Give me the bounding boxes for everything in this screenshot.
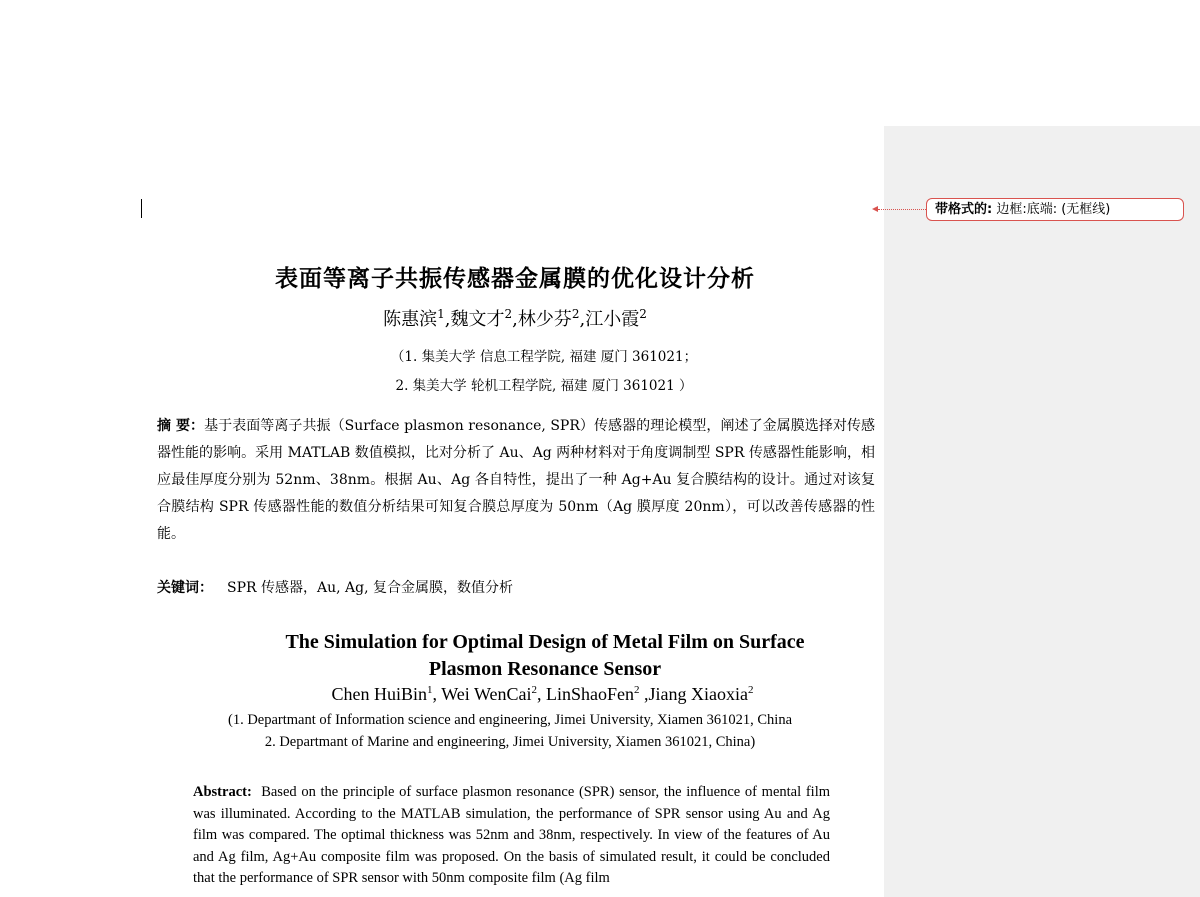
author-en-3: LinShaoFen$^2$ , [545, 684, 649, 704]
author-cn-3: 林少芬$^2$, [517, 307, 586, 330]
abstract-cn-label: 摘 要： [157, 418, 205, 434]
balloon-text: 边框:底端: (无框线) [996, 202, 1111, 217]
comment-connector-line [878, 209, 926, 210]
authors-cn[interactable] [0, 305, 1030, 331]
affiliation-cn-2[interactable]: 2. 集美大学 轮机工程学院, 福建 厦门 361021 ） [395, 378, 693, 394]
paper-title-en-line-2: Plasmon Resonance Sensor [428, 658, 662, 680]
abstract-cn[interactable] [157, 413, 875, 548]
abstract-en-body: Based on the principle of surface plasmon resonance (SPR) sensor, the influence of mental film was illuminated. According to the MATLAB simulation, the performance of SPR sensor using Au and Ag film was compared. The optimal thickness was 52nm and 38nm, respectively. In view of the features of Au and Ag film, Ag+Au composite film was proposed. On the basis of simulated result, it could be concluded that the performance of SPR sensor with 50nm composite film (Ag film [193, 784, 830, 886]
affiliation-cn-1[interactable]: （1. 集美大学 信息工程学院, 福建 厦门 361021； [390, 349, 698, 365]
text-cursor [141, 199, 142, 218]
abstract-cn-body: 基于表面等离子共振（Surface plasmon resonance, SPR）传感器的理论模型，阐述了金属膜选择对传感器性能的影响。采用 MATLAB 数值模拟，比对分析了 Au、Ag 两种材料对于角度调制型 SPR 传感器性能影响，相应最佳厚度分别为 52nm、38nm。根据 Au、Ag 各自特性，提出了一种 Ag+Au 复合膜结构的设计。通过对该复合膜结构 SPR 传感器性能的数值分析结果可知复合膜总厚度为 50nm（Ag 膜厚度 20nm），可以改善传感器的性能。 [157, 418, 876, 542]
affiliation-en-1[interactable]: (1. Departmant of Information science and engineering, Jimei University, Xiamen 361021, China [228, 712, 792, 728]
authors-en[interactable] [0, 684, 1085, 705]
paper-title-en[interactable] [0, 629, 1090, 683]
author-en-4: Jiang Xiaoxia$^2$ [648, 684, 754, 704]
author-cn-1: 陈惠滨$^1$, [383, 307, 451, 330]
paper-title-en-line-1: The Simulation for Optimal Design of Metal Film on Surface [285, 631, 805, 653]
keywords-cn-label: 关键词： [157, 580, 213, 596]
keywords-cn-body: SPR 传感器，Au, Ag, 复合金属膜，数值分析 [227, 580, 514, 596]
comment-margin-pane [884, 126, 1200, 897]
author-cn-2: 魏文才$^2$, [450, 307, 518, 330]
keywords-cn[interactable] [157, 577, 513, 597]
author-en-2: Wei WenCai$^2$, [441, 684, 546, 704]
balloon-label: 带格式的: [935, 202, 993, 217]
author-en-1: Chen HuiBin$^1$, [331, 684, 442, 704]
paper-title-cn[interactable]: 表面等离子共振传感器金属膜的优化设计分析 [275, 266, 755, 292]
abstract-en[interactable] [193, 782, 830, 890]
format-change-balloon[interactable] [926, 198, 1184, 221]
author-cn-4: 江小霞$^2$ [585, 307, 647, 330]
abstract-en-label: Abstract: [193, 784, 252, 800]
affiliation-en-2[interactable]: 2. Departmant of Marine and engineering, Jimei University, Xiamen 361021, China) [264, 734, 756, 750]
